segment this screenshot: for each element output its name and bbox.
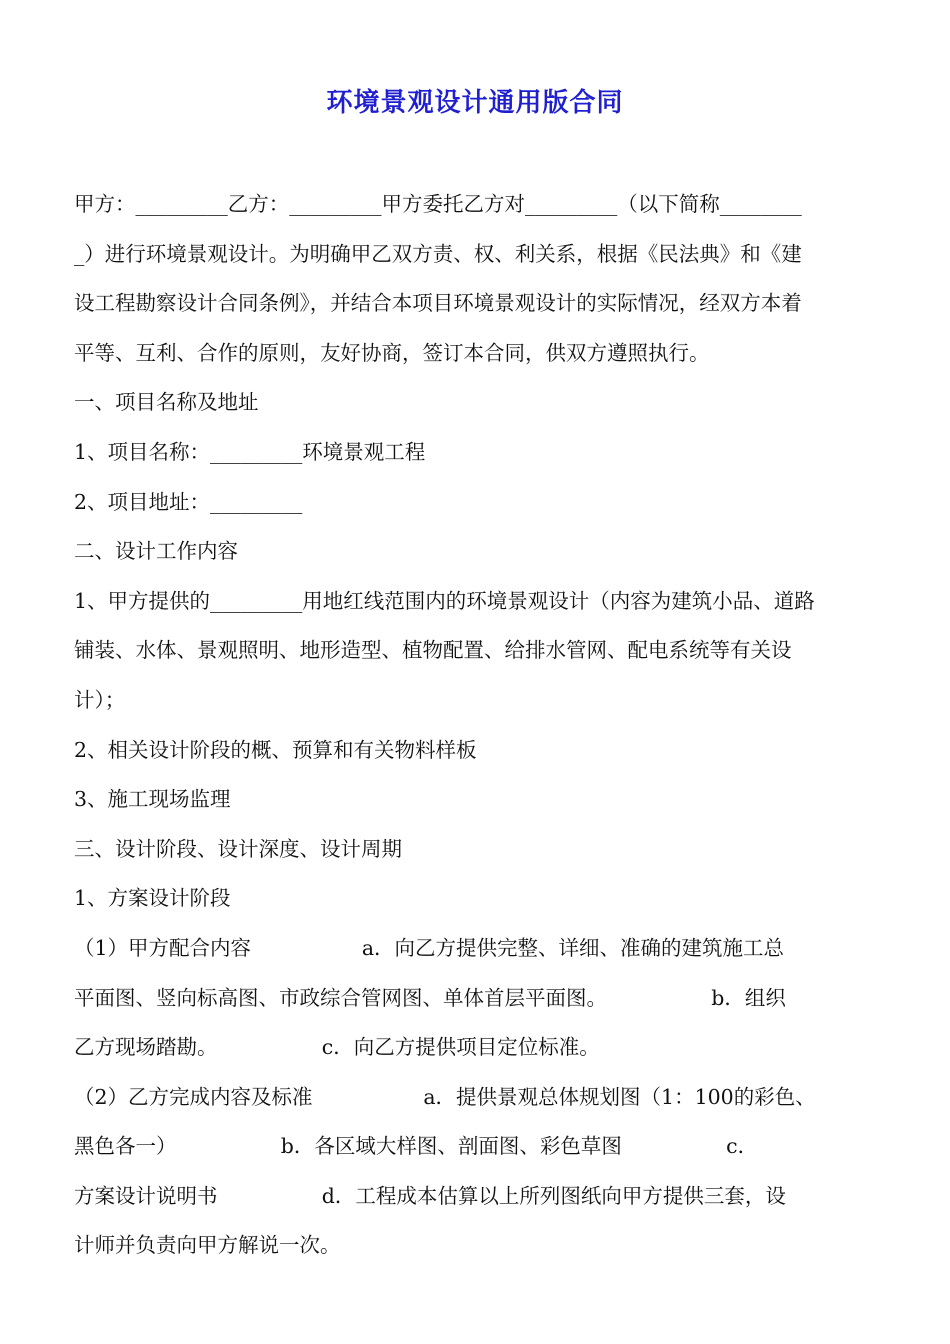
section-heading: 二、设计工作内容 xyxy=(74,539,238,564)
paragraph-line: _）进行环境景观设计。为明确甲乙双方责、权、利关系，根据《民法典》和《建 xyxy=(74,241,802,266)
paragraph-line: 设工程勘察设计合同条例》，并结合本项目环境景观设计的实际情况，经双方本着 xyxy=(74,291,802,316)
paragraph-line: 乙方现场踏勘。 c．向乙方提供项目定位标准。 xyxy=(74,1035,600,1060)
paragraph-line: 1、方案设计阶段 xyxy=(74,886,231,911)
section-heading: 三、设计阶段、设计深度、设计周期 xyxy=(74,836,402,861)
paragraph-line: 方案设计说明书 d．工程成本估算以上所列图纸向甲方提供三套，设 xyxy=(74,1183,786,1208)
paragraph-line: 黑色各一） b．各区域大样图、剖面图、彩色草图 c． xyxy=(74,1134,759,1159)
paragraph-line: 计）； xyxy=(74,687,126,712)
paragraph-line: 平等、互利、合作的原则，友好协商，签订本合同，供双方遵照执行。 xyxy=(74,340,710,365)
document-body xyxy=(74,180,878,1271)
paragraph-line: 铺装、水体、景观照明、地形造型、植物配置、给排水管网、配电系统等有关设 xyxy=(74,638,792,663)
paragraph-line: 3、施工现场监理 xyxy=(74,787,231,812)
section-heading: 一、项目名称及地址 xyxy=(74,390,259,415)
paragraph-line: 1、项目名称：_________环境景观工程 xyxy=(74,439,426,464)
paragraph-line: （1）甲方配合内容 a．向乙方提供完整、详细、准确的建筑施工总 xyxy=(74,935,785,960)
paragraph-line: 甲方：_________乙方：_________甲方委托乙方对_________（以下简称________ xyxy=(74,192,802,216)
document-title: 环境景观设计通用版合同 xyxy=(326,88,624,118)
paragraph-line: （2）乙方完成内容及标准 a．提供景观总体规划图（1：100的彩色、 xyxy=(74,1084,816,1109)
paragraph-line: 平面图、竖向标高图、市政综合管网图、单体首层平面图。 b．组织 xyxy=(74,985,786,1010)
paragraph-line: 1、甲方提供的_________用地红线范围内的环境景观设计（内容为建筑小品、道路 xyxy=(74,588,815,613)
paragraph-line: 2、项目地址：_________ xyxy=(74,489,303,514)
paragraph-line: 2、相关设计阶段的概、预算和有关物料样板 xyxy=(74,737,477,762)
paragraph-line: 计师并负责向甲方解说一次。 xyxy=(74,1233,341,1258)
